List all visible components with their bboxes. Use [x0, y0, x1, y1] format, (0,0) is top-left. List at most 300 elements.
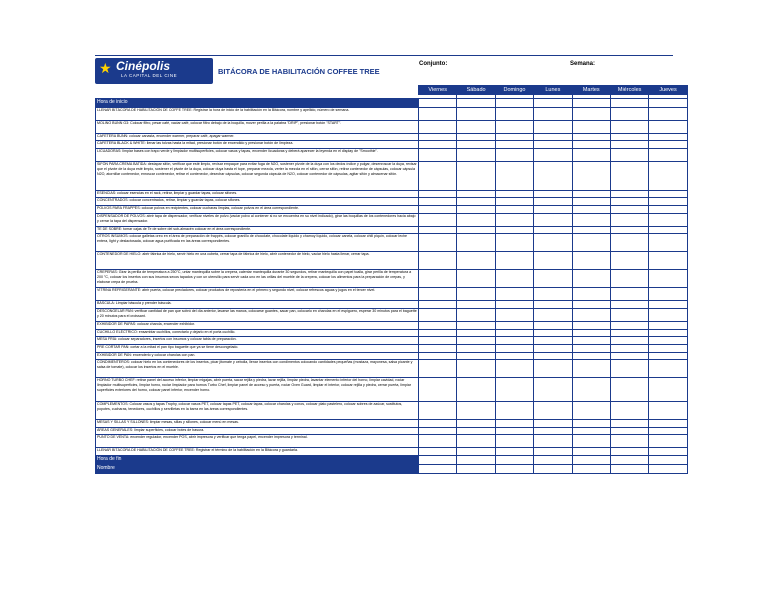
- task-description: PRE CORTAR PAN: cortar a la mitad el pan tipo baguette que ya se tiene descongelado.: [96, 345, 419, 353]
- check-cell[interactable]: [457, 401, 495, 419]
- check-cell[interactable]: [610, 190, 648, 198]
- check-cell[interactable]: [610, 360, 648, 378]
- header-rule: [95, 55, 673, 56]
- conjunto-label: Conjunto:: [419, 61, 448, 67]
- check-cell[interactable]: [495, 401, 533, 419]
- check-cell[interactable]: [572, 352, 610, 360]
- task-row: [96, 345, 688, 353]
- check-cell[interactable]: [495, 427, 533, 435]
- check-cell[interactable]: [572, 234, 610, 252]
- check-cell[interactable]: [419, 419, 457, 427]
- document-title: BITÁCORA DE HABILITACIÓN COFFEE TREE: [218, 67, 380, 76]
- check-cell[interactable]: [572, 329, 610, 337]
- check-cell[interactable]: [534, 252, 572, 270]
- check-cell[interactable]: [610, 205, 648, 213]
- check-cell[interactable]: [419, 270, 457, 288]
- check-cell[interactable]: [534, 301, 572, 309]
- check-cell[interactable]: [495, 455, 533, 464]
- task-row: [96, 337, 688, 345]
- check-cell[interactable]: [419, 309, 457, 322]
- check-cell[interactable]: [419, 213, 457, 226]
- check-cell[interactable]: [610, 162, 648, 191]
- check-cell[interactable]: [457, 464, 495, 473]
- check-cell[interactable]: [534, 378, 572, 401]
- day-header-0: Viernes: [419, 86, 457, 95]
- task-description: DISPENSADOR DE POLVOS: abrir tapa de dispensador, verificar niveles de polvo (vaciar polvo al contener si no se encuentra en su nivel indicado), girar las boquillas de los contenedores hacia abajo y cerrar la tapa del dispensador.: [96, 213, 419, 226]
- check-cell[interactable]: [572, 309, 610, 322]
- check-cell[interactable]: [572, 435, 610, 448]
- check-cell[interactable]: [457, 455, 495, 464]
- check-cell[interactable]: [610, 252, 648, 270]
- check-cell[interactable]: [572, 133, 610, 141]
- check-cell[interactable]: [649, 252, 687, 270]
- check-cell[interactable]: [610, 419, 648, 427]
- check-cell[interactable]: [495, 419, 533, 427]
- check-cell[interactable]: [457, 427, 495, 435]
- check-cell[interactable]: [610, 120, 648, 133]
- check-cell[interactable]: [649, 337, 687, 345]
- check-cell[interactable]: [457, 120, 495, 133]
- task-description: PUNTO DE VENTA: encender regulador, encender POS, abrir impresora y verificar que tenga papel, encender impresora y terminal.: [96, 435, 419, 448]
- check-cell[interactable]: [419, 120, 457, 133]
- check-cell[interactable]: [649, 448, 687, 456]
- check-cell[interactable]: [649, 329, 687, 337]
- task-row: [96, 133, 688, 141]
- check-cell[interactable]: [610, 329, 648, 337]
- check-cell[interactable]: [649, 464, 687, 473]
- check-cell[interactable]: [419, 301, 457, 309]
- check-cell[interactable]: [610, 345, 648, 353]
- check-cell[interactable]: [419, 337, 457, 345]
- check-cell[interactable]: [457, 345, 495, 353]
- check-cell[interactable]: [572, 419, 610, 427]
- check-cell[interactable]: [649, 205, 687, 213]
- check-cell[interactable]: [534, 108, 572, 121]
- check-cell[interactable]: [457, 329, 495, 337]
- check-cell[interactable]: [572, 205, 610, 213]
- check-cell[interactable]: [649, 345, 687, 353]
- check-cell[interactable]: [419, 360, 457, 378]
- check-cell[interactable]: [649, 401, 687, 419]
- check-cell[interactable]: [610, 108, 648, 121]
- check-cell[interactable]: [572, 270, 610, 288]
- cinepolis-logo: [95, 58, 213, 84]
- task-row: [96, 120, 688, 133]
- task-description: ÁREAS GENERALES: limpiar superficies, colocar botes de basura.: [96, 427, 419, 435]
- check-cell[interactable]: [572, 226, 610, 234]
- sheet-header: [95, 55, 673, 85]
- check-cell[interactable]: [534, 427, 572, 435]
- check-cell[interactable]: [457, 435, 495, 448]
- check-cell[interactable]: [419, 108, 457, 121]
- check-cell[interactable]: [649, 234, 687, 252]
- check-cell[interactable]: [457, 448, 495, 456]
- check-cell[interactable]: [572, 288, 610, 301]
- task-description: LLENAR BITÁCORA DE HABILITACIÓN DE COFFEE TREE: Registrar el término de la habilitación en la Bitácora y guardarla.: [96, 448, 419, 456]
- check-cell[interactable]: [419, 234, 457, 252]
- task-row: [96, 427, 688, 435]
- check-cell[interactable]: [649, 226, 687, 234]
- task-description: CAFETERA BUNN: colocar canasta, encender warmer, preparar café, apagar warmer.: [96, 133, 419, 141]
- check-cell[interactable]: [534, 360, 572, 378]
- task-row: [96, 198, 688, 206]
- task-description: MESA FRÍA: colocar separadores, insertos con insumos y colocar tabla de preparación.: [96, 337, 419, 345]
- check-cell[interactable]: [610, 288, 648, 301]
- check-cell[interactable]: [457, 190, 495, 198]
- check-cell[interactable]: [419, 321, 457, 329]
- check-cell[interactable]: [495, 133, 533, 141]
- check-cell[interactable]: [572, 448, 610, 456]
- check-cell[interactable]: [534, 419, 572, 427]
- check-cell[interactable]: [419, 352, 457, 360]
- check-cell[interactable]: [610, 141, 648, 149]
- check-cell[interactable]: [495, 198, 533, 206]
- day-header-2: Domingo: [495, 86, 533, 95]
- check-cell[interactable]: [572, 141, 610, 149]
- task-description: HORNO TURBO CHEF: retirar panel del acceso inferior, limpiar migajas, abrir puerta, sacar rejilla y piedra, lavar rejilla, limpiar piedra, lavantar elemento inferior del horno, limpiar cavidad, rociar limpiador multisuperficies, limpiar horno, rociar limpiador para hornos Turbo Chef, limpiar panel de acceso y puerta, rociar Oven Guard, limpiar el interior, colocar rejilla y piedra, cerrar puerta, limpiar superficies exteriores del horno, colocar panel inferior, encender horno.: [96, 378, 419, 401]
- check-cell[interactable]: [419, 226, 457, 234]
- check-cell[interactable]: [419, 252, 457, 270]
- check-cell[interactable]: [534, 270, 572, 288]
- task-description: TE DE SOBRE: tomar cajas de Te de sobre del sub-almacén colocar en el área correspondiente.: [96, 226, 419, 234]
- check-cell[interactable]: [649, 288, 687, 301]
- logo-tagline: LA CAPITAL DEL CINE: [121, 73, 178, 78]
- check-cell[interactable]: [495, 270, 533, 288]
- task-description: CONTENEDOR DE HIELO: abrir fábrica de hielo, servir hielo en una cubeta, cerrar tapa de fábrica de hielo, abrir contenedor de hielo, vaciar hielo hasta llenar, cerrar tapa.: [96, 252, 419, 270]
- check-cell[interactable]: [457, 213, 495, 226]
- check-cell[interactable]: [534, 149, 572, 162]
- task-row: [96, 226, 688, 234]
- check-cell[interactable]: [610, 455, 648, 464]
- check-cell[interactable]: [457, 141, 495, 149]
- check-cell[interactable]: [495, 448, 533, 456]
- check-cell[interactable]: [534, 198, 572, 206]
- check-cell[interactable]: [534, 99, 572, 108]
- check-cell[interactable]: [419, 205, 457, 213]
- check-cell[interactable]: [610, 464, 648, 473]
- check-cell[interactable]: [610, 321, 648, 329]
- check-cell[interactable]: [419, 401, 457, 419]
- task-description: CAFETERA BLACK & WHITE: llenar las tolvas hasta la mitad, presionar botón de encendido y presionar botón de limpieza.: [96, 141, 419, 149]
- check-cell[interactable]: [649, 190, 687, 198]
- check-cell[interactable]: [534, 401, 572, 419]
- check-cell[interactable]: [495, 464, 533, 473]
- check-cell[interactable]: [572, 337, 610, 345]
- check-cell[interactable]: [534, 213, 572, 226]
- check-cell[interactable]: [572, 345, 610, 353]
- check-cell[interactable]: [457, 234, 495, 252]
- check-cell[interactable]: [572, 301, 610, 309]
- check-cell[interactable]: [419, 198, 457, 206]
- check-cell[interactable]: [534, 226, 572, 234]
- check-cell[interactable]: [572, 378, 610, 401]
- check-cell[interactable]: [457, 321, 495, 329]
- check-cell[interactable]: [457, 288, 495, 301]
- task-row: [96, 301, 688, 309]
- check-cell[interactable]: [457, 419, 495, 427]
- task-description: OTROS INSUMOS: colocar galletas oreo en el área de preparación de frappés, colocar granillo de chocolate, chocolate líquido y chamoy líquido, colocar canela, colocar chili piquín, colocar leche entera, light y deslactosada, colocar agua purificada en las áreas correspondientes.: [96, 234, 419, 252]
- check-cell[interactable]: [649, 301, 687, 309]
- check-cell[interactable]: [419, 378, 457, 401]
- check-cell[interactable]: [649, 427, 687, 435]
- check-cell[interactable]: [419, 149, 457, 162]
- check-cell[interactable]: [610, 133, 648, 141]
- check-cell[interactable]: [610, 270, 648, 288]
- check-cell[interactable]: [457, 378, 495, 401]
- check-cell[interactable]: [419, 288, 457, 301]
- check-cell[interactable]: [495, 321, 533, 329]
- task-row: [96, 149, 688, 162]
- check-cell[interactable]: [457, 309, 495, 322]
- check-cell[interactable]: [649, 213, 687, 226]
- check-cell[interactable]: [419, 345, 457, 353]
- section-row: [96, 99, 688, 108]
- check-cell[interactable]: [610, 198, 648, 206]
- day-header-3: Lunes: [534, 86, 572, 95]
- check-cell[interactable]: [610, 401, 648, 419]
- check-cell[interactable]: [495, 149, 533, 162]
- days-header-row: [96, 86, 688, 95]
- check-cell[interactable]: [572, 198, 610, 206]
- check-cell[interactable]: [610, 301, 648, 309]
- check-cell[interactable]: [419, 162, 457, 191]
- check-cell[interactable]: [649, 435, 687, 448]
- task-description: MESAS Y SILLAS Y SILLONES: limpiar mesas, sillas y sillones, colocar menú en mesas.: [96, 419, 419, 427]
- check-cell[interactable]: [649, 133, 687, 141]
- check-cell[interactable]: [610, 378, 648, 401]
- task-description: COMPLEMENTOS: Colocar vasos y tapas Trophy, colocar vasos PET, colocar tapas PET, colocar tapas, colocar charolas y conos, colocar plato pastelero, colocar sobres de azúcar, sustitutos, popotes, cucharas, tenedores, cuchillos y servilletas en la barra en las áreas correspondientes.: [96, 401, 419, 419]
- task-row: [96, 401, 688, 419]
- check-cell[interactable]: [649, 352, 687, 360]
- check-cell[interactable]: [457, 99, 495, 108]
- check-cell[interactable]: [495, 252, 533, 270]
- check-cell[interactable]: [610, 309, 648, 322]
- check-cell[interactable]: [495, 329, 533, 337]
- check-cell[interactable]: [572, 162, 610, 191]
- check-cell[interactable]: [495, 288, 533, 301]
- task-row: [96, 190, 688, 198]
- task-description: CONDIMENTEROS: colocar hielo en los contenedores de los insertos, picar jitomate y cebolla, llenar insertos con condimentos colocando cantidades pequeñas (mostaza, mayonesa, salsa picante y salsa de tomate), colocar los insertos en el mueble.: [96, 360, 419, 378]
- task-row: [96, 448, 688, 456]
- task-description: ESENCIAS: colocar esencias en el rack, retirar, limpiar y guardar tapas, colocar sifones.: [96, 190, 419, 198]
- task-row: [96, 329, 688, 337]
- task-row: [96, 234, 688, 252]
- check-cell[interactable]: [495, 162, 533, 191]
- check-cell[interactable]: [457, 149, 495, 162]
- day-header-4: Martes: [572, 86, 610, 95]
- check-cell[interactable]: [572, 427, 610, 435]
- check-cell[interactable]: [495, 120, 533, 133]
- task-description: BÁSCULA: Limpiar báscula y prender báscula.: [96, 301, 419, 309]
- check-cell[interactable]: [572, 360, 610, 378]
- task-row: [96, 141, 688, 149]
- check-cell[interactable]: [495, 234, 533, 252]
- check-cell[interactable]: [419, 141, 457, 149]
- check-cell[interactable]: [495, 337, 533, 345]
- check-cell[interactable]: [649, 149, 687, 162]
- check-cell[interactable]: [534, 345, 572, 353]
- check-cell[interactable]: [495, 205, 533, 213]
- check-cell[interactable]: [534, 120, 572, 133]
- check-cell[interactable]: [649, 309, 687, 322]
- check-cell[interactable]: [534, 329, 572, 337]
- task-description: EXHIBIDOR DE PAPAS: colocar charola, encender exhibidor.: [96, 321, 419, 329]
- day-header-1: Sábado: [457, 86, 495, 95]
- check-cell[interactable]: [649, 360, 687, 378]
- check-cell[interactable]: [457, 337, 495, 345]
- check-cell[interactable]: [419, 190, 457, 198]
- check-cell[interactable]: [495, 309, 533, 322]
- check-cell[interactable]: [649, 455, 687, 464]
- check-cell[interactable]: [534, 448, 572, 456]
- task-row: [96, 213, 688, 226]
- check-cell[interactable]: [610, 213, 648, 226]
- check-cell[interactable]: [495, 360, 533, 378]
- check-cell[interactable]: [534, 464, 572, 473]
- check-cell[interactable]: [649, 108, 687, 121]
- check-cell[interactable]: [457, 205, 495, 213]
- check-cell[interactable]: [419, 435, 457, 448]
- check-cell[interactable]: [495, 226, 533, 234]
- task-description: Hora de fin: [96, 455, 419, 464]
- task-description: LLENAR BITÁCORA DE HABILITACIÓN DE COFFE TREE: Registrar la hora de inicio de la habilitación en la Bitácora, nombre y apellido, número de semana.: [96, 108, 419, 121]
- check-cell[interactable]: [649, 162, 687, 191]
- task-row: [96, 252, 688, 270]
- check-cell[interactable]: [534, 321, 572, 329]
- check-cell[interactable]: [534, 190, 572, 198]
- logo-name: Cinépolis: [116, 59, 171, 73]
- check-cell[interactable]: [495, 301, 533, 309]
- check-cell[interactable]: [457, 360, 495, 378]
- task-row: [96, 435, 688, 448]
- task-row: [96, 288, 688, 301]
- check-cell[interactable]: [534, 133, 572, 141]
- check-cell[interactable]: [457, 226, 495, 234]
- check-cell[interactable]: [572, 108, 610, 121]
- day-header-5: Miércoles: [610, 86, 648, 95]
- check-cell[interactable]: [419, 464, 457, 473]
- check-cell[interactable]: [534, 141, 572, 149]
- check-cell[interactable]: [534, 337, 572, 345]
- check-cell[interactable]: [649, 99, 687, 108]
- task-description: Hora de inicio: [96, 99, 419, 108]
- check-cell[interactable]: [610, 226, 648, 234]
- task-description: POLVOS PARA FRAPPÉS: colocar polvos en recipientes, colocar cucharas limpias, colocar polvos en el área correspondiente.: [96, 205, 419, 213]
- check-cell[interactable]: [495, 213, 533, 226]
- check-cell[interactable]: [495, 99, 533, 108]
- check-cell[interactable]: [457, 352, 495, 360]
- task-row: [96, 270, 688, 288]
- check-cell[interactable]: [534, 288, 572, 301]
- check-cell[interactable]: [610, 99, 648, 108]
- section-row: [96, 455, 688, 464]
- task-description: CONCENTRADOS: colocar concentrados, retirar, limpiar y guardar tapas, colocar sifones.: [96, 198, 419, 206]
- task-description: CREPERAS: Girar la perilla de temperatura a 250°C, untar mantequilla sobre la crepera, calentar mantequilla durante 30 segundos, retirar mantequilla con papel toalla, girar perilla de temperatura a 200 °C, colocar los insertos con sus insumos secos tapados y con un utensilio para servir cada uno en las orillas del mueble de la crepera, colocar los alimentos para la preparación de crepas, y elaborar crepa de prueba.: [96, 270, 419, 288]
- check-cell[interactable]: [534, 309, 572, 322]
- check-cell[interactable]: [457, 252, 495, 270]
- check-cell[interactable]: [572, 120, 610, 133]
- task-description: MOLINO BUNN G3: Colocar filtro, pesar café, vaciar café, colocar filtro debajo de la boquilla, mover perilla a la palabra "DRIP", presionar botón "START".: [96, 120, 419, 133]
- task-description: DESCONGELAR PAN: verificar cantidad de pan que sobró del día anterior, lavarse las manos, colocarse guantes, sacar pan, colocarlo en charolas en el espiguero, esperar 30 minutos para el baguette y 20 minutos para el croissant.: [96, 309, 419, 322]
- semana-label: Semana:: [570, 61, 596, 67]
- check-cell[interactable]: [534, 435, 572, 448]
- check-cell[interactable]: [649, 270, 687, 288]
- check-cell[interactable]: [572, 190, 610, 198]
- check-cell[interactable]: [610, 448, 648, 456]
- task-row: [96, 162, 688, 191]
- check-cell[interactable]: [419, 448, 457, 456]
- task-row: [96, 378, 688, 401]
- check-cell[interactable]: [457, 198, 495, 206]
- check-cell[interactable]: [419, 133, 457, 141]
- check-cell[interactable]: [572, 99, 610, 108]
- check-cell[interactable]: [649, 321, 687, 329]
- check-cell[interactable]: [649, 198, 687, 206]
- check-cell[interactable]: [495, 108, 533, 121]
- check-cell[interactable]: [534, 455, 572, 464]
- task-description: Nombre: [96, 464, 419, 473]
- check-cell[interactable]: [457, 301, 495, 309]
- check-cell[interactable]: [610, 234, 648, 252]
- check-cell[interactable]: [495, 190, 533, 198]
- check-cell[interactable]: [495, 435, 533, 448]
- check-cell[interactable]: [649, 378, 687, 401]
- check-cell[interactable]: [495, 352, 533, 360]
- checklist-table: [95, 85, 688, 474]
- check-cell[interactable]: [610, 435, 648, 448]
- task-row: [96, 309, 688, 322]
- check-cell[interactable]: [419, 427, 457, 435]
- task-row: [96, 205, 688, 213]
- task-row: [96, 108, 688, 121]
- check-cell[interactable]: [534, 162, 572, 191]
- check-cell[interactable]: [419, 99, 457, 108]
- check-cell[interactable]: [534, 205, 572, 213]
- check-cell[interactable]: [572, 149, 610, 162]
- check-cell[interactable]: [572, 252, 610, 270]
- check-cell[interactable]: [457, 270, 495, 288]
- check-cell[interactable]: [534, 352, 572, 360]
- check-cell[interactable]: [649, 120, 687, 133]
- check-cell[interactable]: [649, 419, 687, 427]
- check-cell[interactable]: [572, 455, 610, 464]
- task-description: VITRINA REFRIGERANTE: abrir puerta, colocar precladores, colocar productos de repostería en el primero y segundo nivel, colocar refrescos aguas y jugos en el tercer nivel.: [96, 288, 419, 301]
- check-cell[interactable]: [572, 213, 610, 226]
- check-cell[interactable]: [572, 401, 610, 419]
- check-cell[interactable]: [649, 141, 687, 149]
- check-cell[interactable]: [457, 133, 495, 141]
- check-cell[interactable]: [419, 455, 457, 464]
- check-cell[interactable]: [495, 345, 533, 353]
- check-cell[interactable]: [572, 321, 610, 329]
- check-cell[interactable]: [457, 162, 495, 191]
- check-cell[interactable]: [457, 108, 495, 121]
- check-cell[interactable]: [572, 464, 610, 473]
- check-cell[interactable]: [495, 141, 533, 149]
- check-cell[interactable]: [534, 234, 572, 252]
- check-cell[interactable]: [610, 427, 648, 435]
- task-row: [96, 419, 688, 427]
- check-cell[interactable]: [495, 378, 533, 401]
- task-row: [96, 360, 688, 378]
- check-cell[interactable]: [610, 149, 648, 162]
- check-cell[interactable]: [419, 329, 457, 337]
- section-row: [96, 464, 688, 473]
- check-cell[interactable]: [610, 337, 648, 345]
- task-description: EXHIBIDOR DE PAN: encenderlo y colocar charolas con pan.: [96, 352, 419, 360]
- task-row: [96, 321, 688, 329]
- check-cell[interactable]: [610, 352, 648, 360]
